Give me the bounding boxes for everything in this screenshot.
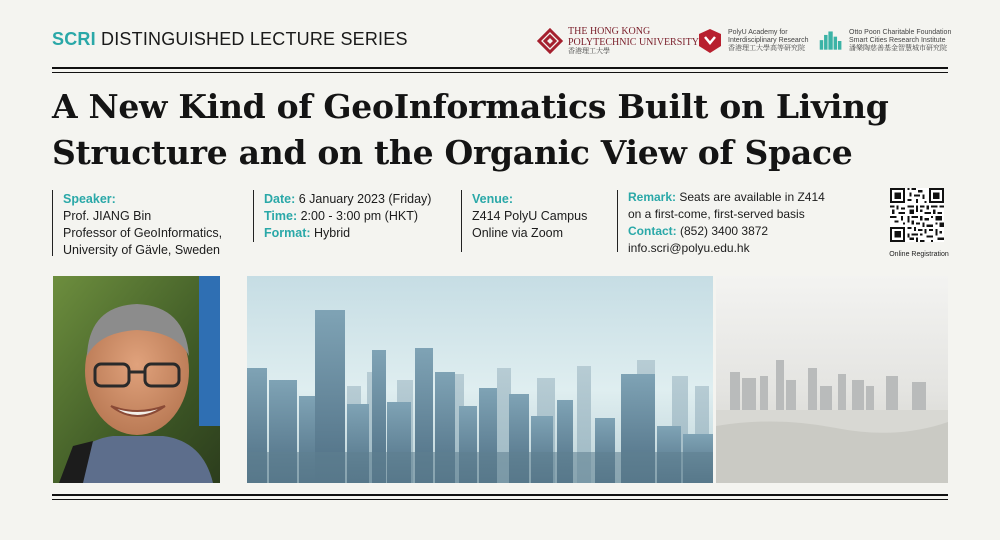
scri-logo (818, 26, 951, 56)
bottom-rule-thin (52, 499, 948, 500)
speaker-label: Speaker: (63, 192, 116, 206)
divider-venue (461, 190, 462, 252)
bottom-rule (52, 494, 948, 496)
polyu-logo-line1: THE HONG KONG (568, 26, 651, 37)
polyu-emblem-icon (537, 28, 563, 54)
paihr-shield-icon (697, 28, 723, 54)
polyu-logo (537, 26, 699, 56)
hazy-city-image (716, 276, 948, 483)
format-row (264, 225, 431, 242)
divider-remark (617, 190, 618, 252)
polyu-logo-line2: POLYTECHNIC UNIVERSITY (568, 37, 699, 48)
top-rule-thin (52, 72, 948, 73)
date-row (264, 191, 431, 208)
venue-block (472, 191, 587, 242)
contact-email[interactable]: info.scri@polyu.edu.hk (628, 241, 750, 255)
polyu-logo-text (568, 26, 699, 56)
qr-caption: Online Registration (889, 251, 949, 258)
title-line2: Structure and on the Organic View of Space (52, 133, 853, 172)
scri-logo-line3: 潘樂陶慈善基金智慧城市研究院 (849, 45, 947, 52)
remark-row (628, 189, 825, 206)
remark-text2: on a first-come, first-served basis (628, 207, 805, 221)
details-block (264, 191, 431, 242)
paihr-logo-line2: Interdisciplinary Research (728, 37, 809, 44)
polyu-logo-line3: 香港理工大學 (568, 48, 610, 55)
time-value: 2:00 - 3:00 pm (HKT) (300, 209, 419, 223)
venue-line2: Online via Zoom (472, 226, 564, 240)
series-prefix: SCRI (52, 29, 96, 49)
scri-logo-text (849, 29, 951, 53)
date-label: Date: (264, 192, 296, 206)
title-line1: A New Kind of GeoInformatics Built on Living (52, 87, 889, 126)
contact-label: Contact: (628, 224, 677, 238)
format-label: Format: (264, 226, 311, 240)
city-skyline-image (247, 276, 713, 483)
speaker-role-line2: University of Gävle, Sweden (63, 243, 221, 257)
speaker-photo (53, 276, 220, 483)
scri-logo-line1: Otto Poon Charitable Foundation (849, 29, 952, 36)
paihr-logo-text (728, 29, 809, 53)
speaker-block (63, 191, 222, 259)
remark-label: Remark: (628, 190, 677, 204)
contact-row (628, 223, 825, 240)
venue-label: Venue: (472, 192, 513, 206)
venue-line1: Z414 PolyU Campus (472, 209, 588, 223)
divider-speaker (52, 190, 53, 256)
series-title (52, 29, 408, 50)
date-value: 6 January 2023 (Friday) (298, 192, 432, 206)
time-label: Time: (264, 209, 298, 223)
time-row (264, 208, 431, 225)
remark-text1: Seats are available in Z414 (679, 190, 825, 204)
scri-city-icon (818, 28, 844, 54)
format-value: Hybrid (314, 226, 351, 240)
speaker-role-line1: Professor of GeoInformatics, (63, 226, 223, 240)
scri-logo-line2: Smart Cities Research Institute (849, 37, 946, 44)
lecture-title (52, 84, 952, 176)
speaker-name: Prof. JIANG Bin (63, 209, 152, 223)
paihr-logo-line1: PolyU Academy for (728, 29, 788, 36)
divider-details (253, 190, 254, 242)
remark-block (628, 189, 825, 257)
registration-qr-code[interactable] (890, 188, 944, 242)
series-name: DISTINGUISHED LECTURE SERIES (101, 29, 408, 49)
paihr-logo-line3: 香港理工大學高等研究院 (728, 45, 805, 52)
contact-phone[interactable]: (852) 3400 3872 (680, 224, 769, 238)
paihr-logo (697, 26, 809, 56)
top-rule (52, 67, 948, 69)
